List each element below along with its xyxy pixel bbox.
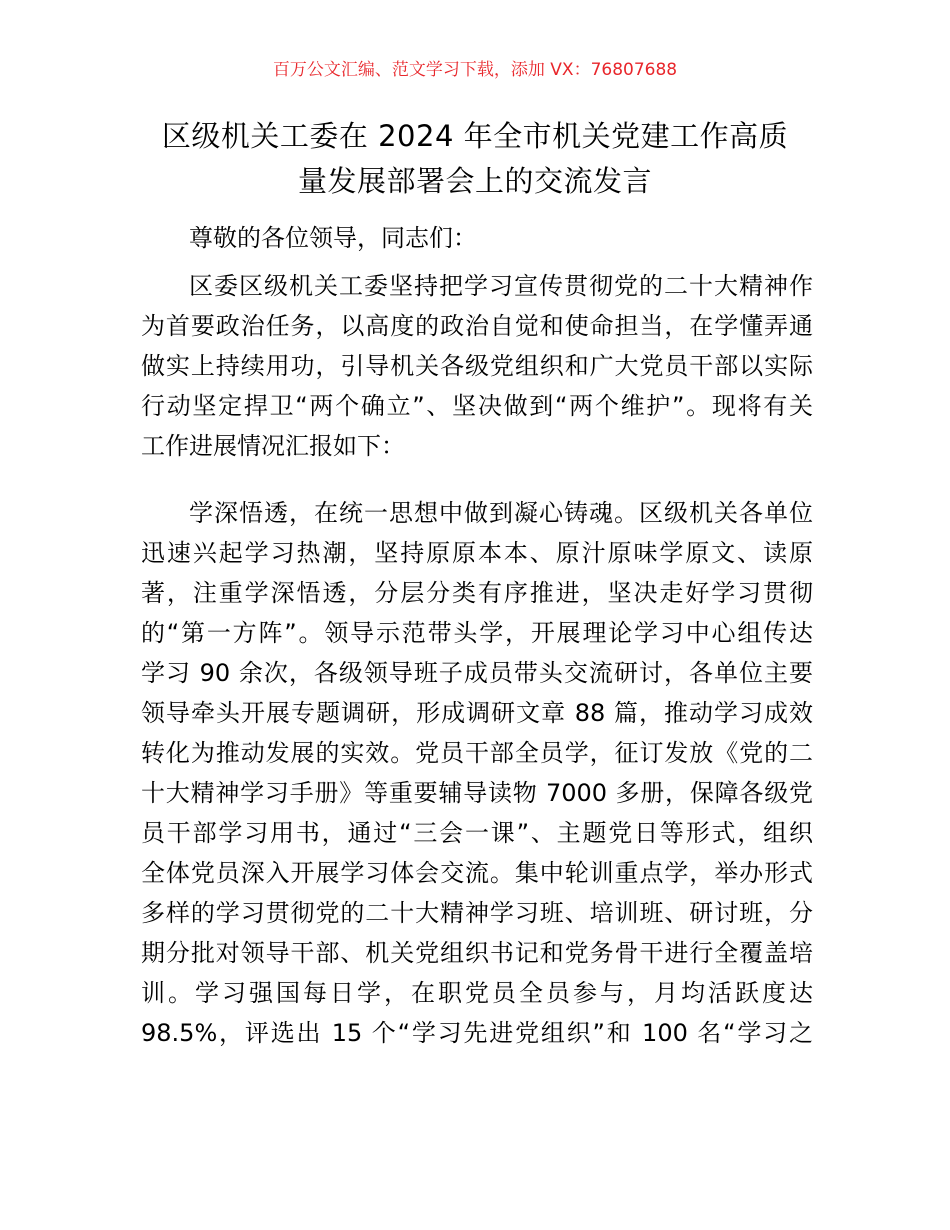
paragraph-study [141, 493, 813, 1053]
header-note: 百万公文汇编、范文学习下载，添加 VX：76807688 [272, 60, 678, 80]
paragraph-line: 转化为推动发展的实效。党员干部全员学，征订发放《党的二 [141, 739, 813, 767]
paragraph-line: 领导牵头开展专题调研，形成调研文章 88 篇，推动学习成效 [141, 699, 813, 727]
paragraph-line: 为首要政治任务，以高度的政治自觉和使命担当，在学懂弄通 [141, 312, 813, 340]
paragraph-line: 做实上持续用功，引导机关各级党组织和广大党员干部以实际 [141, 352, 813, 380]
paragraph-line: 行动坚定捍卫“两个确立”、坚决做到“两个维护”。现将有关 [141, 392, 813, 420]
paragraph-line: 著，注重学深悟透，分层分类有序推进，坚决走好学习贯彻 [141, 579, 813, 607]
paragraph-line: 98.5%，评选出 15 个“学习先进党组织”和 100 名“学习之 [141, 1019, 813, 1047]
salutation [141, 218, 813, 258]
document-title [130, 114, 820, 204]
paragraph-line: 工作进展情况汇报如下： [141, 432, 405, 460]
paragraph-line: 训。学习强国每日学，在职党员全员参与，月均活跃度达 [141, 979, 813, 1007]
paragraph-line: 学深悟透，在统一思想中做到凝心铸魂。区级机关各单位 [189, 499, 813, 527]
paragraph-line: 的“第一方阵”。领导示范带头学，开展理论学习中心组传达 [141, 619, 813, 647]
paragraph-line: 期分批对领导干部、机关党组织书记和党务骨干进行全覆盖培 [141, 939, 813, 967]
paragraph-line: 学习 90 余次，各级领导班子成员带头交流研讨，各单位主要 [141, 659, 813, 687]
paragraph-line: 区委区级机关工委坚持把学习宣传贯彻党的二十大精神作 [189, 272, 813, 300]
paragraph-line: 全体党员深入开展学习体会交流。集中轮训重点学，举办形式 [141, 859, 813, 887]
title-line: 量发展部署会上的交流发言 [297, 164, 652, 198]
title-line: 区级机关工委在 2024 年全市机关党建工作高质 [161, 119, 789, 153]
paragraph-line: 迅速兴起学习热潮，坚持原原本本、原汁原味学原文、读原 [141, 539, 813, 567]
paragraph-line: 多样的学习贯彻党的二十大精神学习班、培训班、研讨班，分 [141, 899, 813, 927]
paragraph-line: 十大精神学习手册》等重要辅导读物 7000 多册，保障各级党 [141, 779, 813, 807]
paragraph-line: 员干部学习用书，通过“三会一课”、主题党日等形式，组织 [141, 819, 813, 847]
salutation-text: 尊敬的各位领导，同志们： [189, 224, 477, 252]
paragraph-intro [141, 266, 813, 466]
